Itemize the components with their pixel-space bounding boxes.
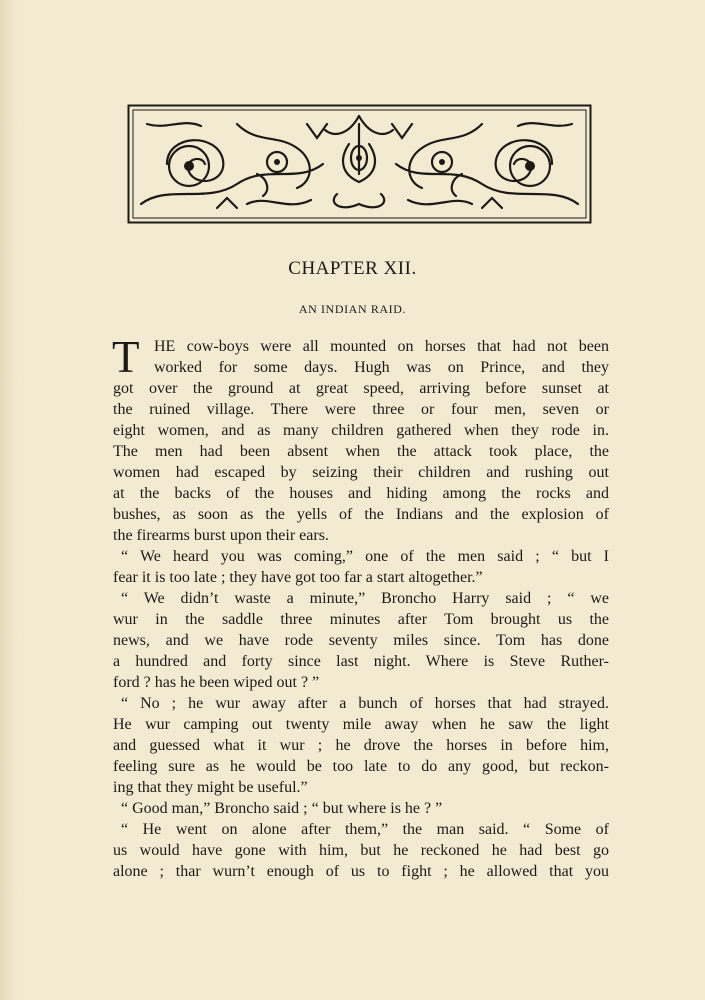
- text-line: He wur camping out twenty mile away when he saw the light: [113, 716, 609, 733]
- text-line: eight women, and as many children gathered when they rode in.: [113, 422, 609, 439]
- text-line: a hundred and forty since last night. Where is Steve Ruther-: [113, 653, 609, 670]
- text-line: HE cow-boys were all mounted on horses that had not been: [154, 338, 609, 355]
- text-line: got over the ground at great speed, arriving before sunset at: [113, 380, 609, 397]
- text-line: “ We heard you was coming,” one of the men said ; “ but I: [121, 548, 609, 565]
- text-line: wur in the saddle three minutes after Tom brought us the: [113, 611, 609, 628]
- text-line: us would have gone with him, but he reckoned he had best go: [113, 842, 609, 859]
- text-line: “ No ; he wur away after a bunch of horses that had strayed.: [121, 695, 609, 712]
- text-line: at the backs of the houses and hiding among the rocks and: [113, 485, 609, 502]
- text-line: bushes, as soon as the yells of the Indians and the explosion of: [113, 506, 609, 523]
- text-line: feeling sure as he would be too late to do any good, but reckon-: [113, 758, 609, 775]
- text-line: “ Good man,” Broncho said ; “ but where is he ? ”: [121, 800, 443, 817]
- text-line: fear it is too late ; they have got too far a start altogether.”: [113, 569, 483, 586]
- text-line: and guessed what it wur ; he drove the horses in before him,: [113, 737, 609, 754]
- text-line: news, and we have rode seventy miles since. Tom has done: [113, 632, 609, 649]
- text-line: “ He went on alone after them,” the man said. “ Some of: [121, 821, 609, 838]
- chapter-body-text: [112, 332, 609, 882]
- text-line: women had escaped by seizing their children and rushing out: [113, 464, 609, 481]
- chapter-header-ornament: [127, 104, 592, 224]
- text-line: ing that they might be useful.”: [113, 779, 308, 796]
- text-line: ford ? has he been wiped out ? ”: [113, 674, 320, 691]
- text-line: the firearms burst upon their ears.: [113, 527, 329, 544]
- text-line: “ We didn’t waste a minute,” Broncho Harry said ; “ we: [121, 590, 609, 607]
- drop-cap: T: [112, 332, 140, 382]
- text-line: worked for some days. Hugh was on Prince, and they: [154, 359, 609, 376]
- text-line: alone ; thar wurn’t enough of us to fight ; he allowed that you: [113, 863, 609, 880]
- text-line: The men had been absent when the attack took place, the: [113, 443, 609, 460]
- chapter-title: CHAPTER XII.: [288, 258, 417, 279]
- text-line: the ruined village. There were three or four men, seven or: [113, 401, 609, 418]
- chapter-subtitle: AN INDIAN RAID.: [298, 302, 407, 316]
